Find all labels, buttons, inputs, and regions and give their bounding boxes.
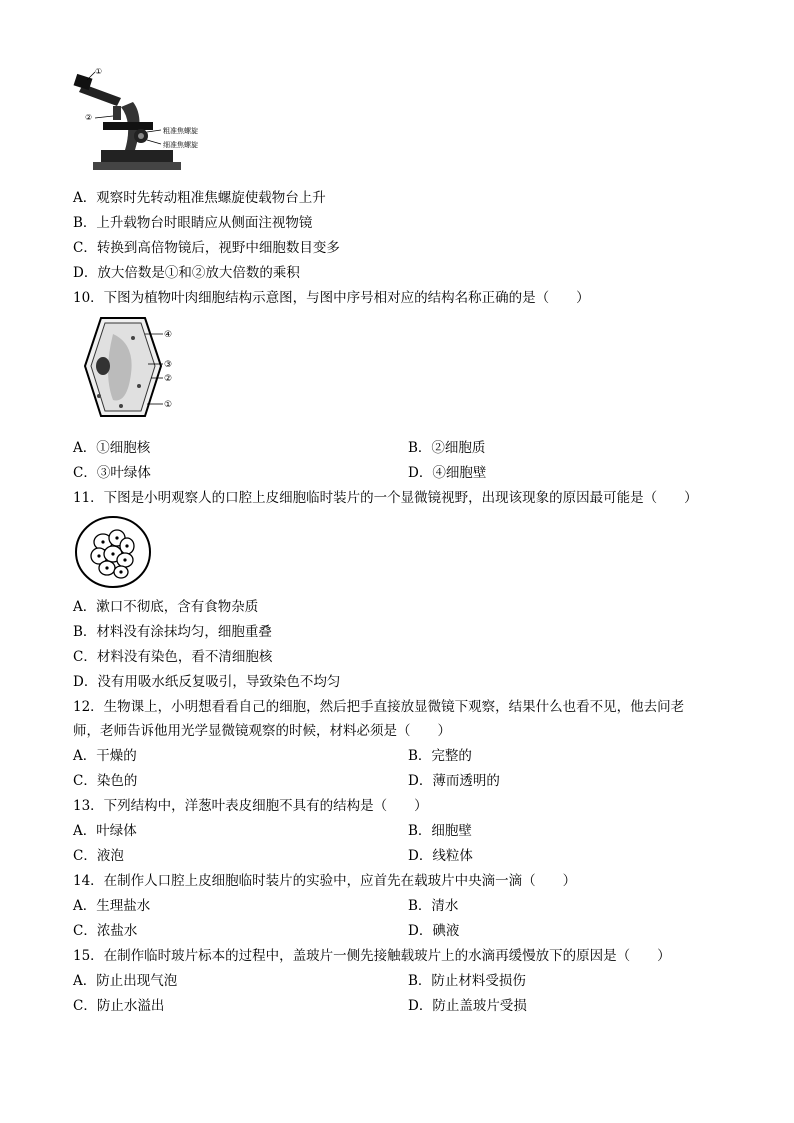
q11-stem: 11．下图是小明观察人的口腔上皮细胞临时装片的一个显微镜视野，出现该现象的原因最可能是（ ）	[73, 490, 698, 506]
q13-option-b: B．细胞壁	[408, 823, 472, 839]
q13-option-d: D．线粒体	[408, 848, 473, 864]
q12-option-b: B．完整的	[408, 748, 472, 764]
microscope-view-figure	[73, 514, 153, 590]
q14-option-a: A．生理盐水	[73, 898, 151, 914]
q9-option-d: D．放大倍数是①和②放大倍数的乘积	[73, 265, 300, 281]
q11-option-b: B．材料没有涂抹均匀，细胞重叠	[73, 624, 272, 640]
q12-stem-line2: 师，老师告诉他用光学显微镜观察的时候，材料必须是（ ）	[73, 723, 451, 739]
q10-option-a: A．①细胞核	[73, 440, 151, 456]
cell-label-3: ③	[164, 360, 173, 370]
q15-option-d: D．防止盖玻片受损	[408, 998, 527, 1014]
q14-option-b: B．清水	[408, 898, 459, 914]
q10-option-d: D．④细胞壁	[408, 465, 487, 481]
label-circle-1: ①	[95, 67, 103, 76]
q14-stem: 14．在制作人口腔上皮细胞临时装片的实验中，应首先在载玻片中央滴一滴（ ）	[73, 873, 577, 889]
q10-option-b: B．②细胞质	[408, 440, 486, 456]
q10-option-c: C．③叶绿体	[73, 465, 151, 481]
q14-option-d: D．碘液	[408, 923, 460, 939]
microscope-figure	[73, 62, 223, 174]
q12-option-a: A．干燥的	[73, 748, 137, 764]
q13-option-c: C．液泡	[73, 848, 124, 864]
label-circle-2: ②	[85, 113, 93, 122]
q14-option-c: C．浓盐水	[73, 923, 138, 939]
q11-option-c: C．材料没有染色，看不清细胞核	[73, 649, 273, 665]
cell-label-4: ④	[164, 330, 173, 340]
q11-option-d: D．没有用吸水纸反复吸引，导致染色不均匀	[73, 674, 341, 690]
q9-option-c: C．转换到高倍物镜后，视野中细胞数目变多	[73, 240, 340, 256]
q9-option-b: B．上升载物台时眼睛应从侧面注视物镜	[73, 215, 313, 231]
q12-stem-line1: 12．生物课上，小明想看看自己的细胞，然后把手直接放显微镜下观察，结果什么也看不见，他去问老	[73, 699, 685, 715]
q12-option-c: C．染色的	[73, 773, 138, 789]
cell-label-1: ①	[164, 400, 173, 410]
q9-option-a: A．观察时先转动粗准焦螺旋使载物台上升	[73, 190, 326, 206]
label-coarse-knob: 粗准焦螺旋	[163, 127, 198, 135]
q15-stem: 15．在制作临时玻片标本的过程中，盖玻片一侧先接触载玻片上的水滴再缓慢放下的原因是（ ）	[73, 948, 671, 964]
plant-cell-figure	[73, 314, 185, 420]
q15-option-c: C．防止水溢出	[73, 998, 165, 1014]
q10-stem: 10．下图为植物叶肉细胞结构示意图，与图中序号相对应的结构名称正确的是（ ）	[73, 290, 590, 306]
q11-option-a: A．漱口不彻底，含有食物杂质	[73, 599, 259, 615]
q13-stem: 13．下列结构中，洋葱叶表皮细胞不具有的结构是（ ）	[73, 798, 428, 814]
label-fine-knob: 细准焦螺旋	[163, 141, 198, 149]
q15-option-b: B．防止材料受损伤	[408, 973, 526, 989]
q13-option-a: A．叶绿体	[73, 823, 137, 839]
cell-label-2: ②	[164, 374, 173, 384]
q12-option-d: D．薄而透明的	[408, 773, 500, 789]
q15-option-a: A．防止出现气泡	[73, 973, 178, 989]
